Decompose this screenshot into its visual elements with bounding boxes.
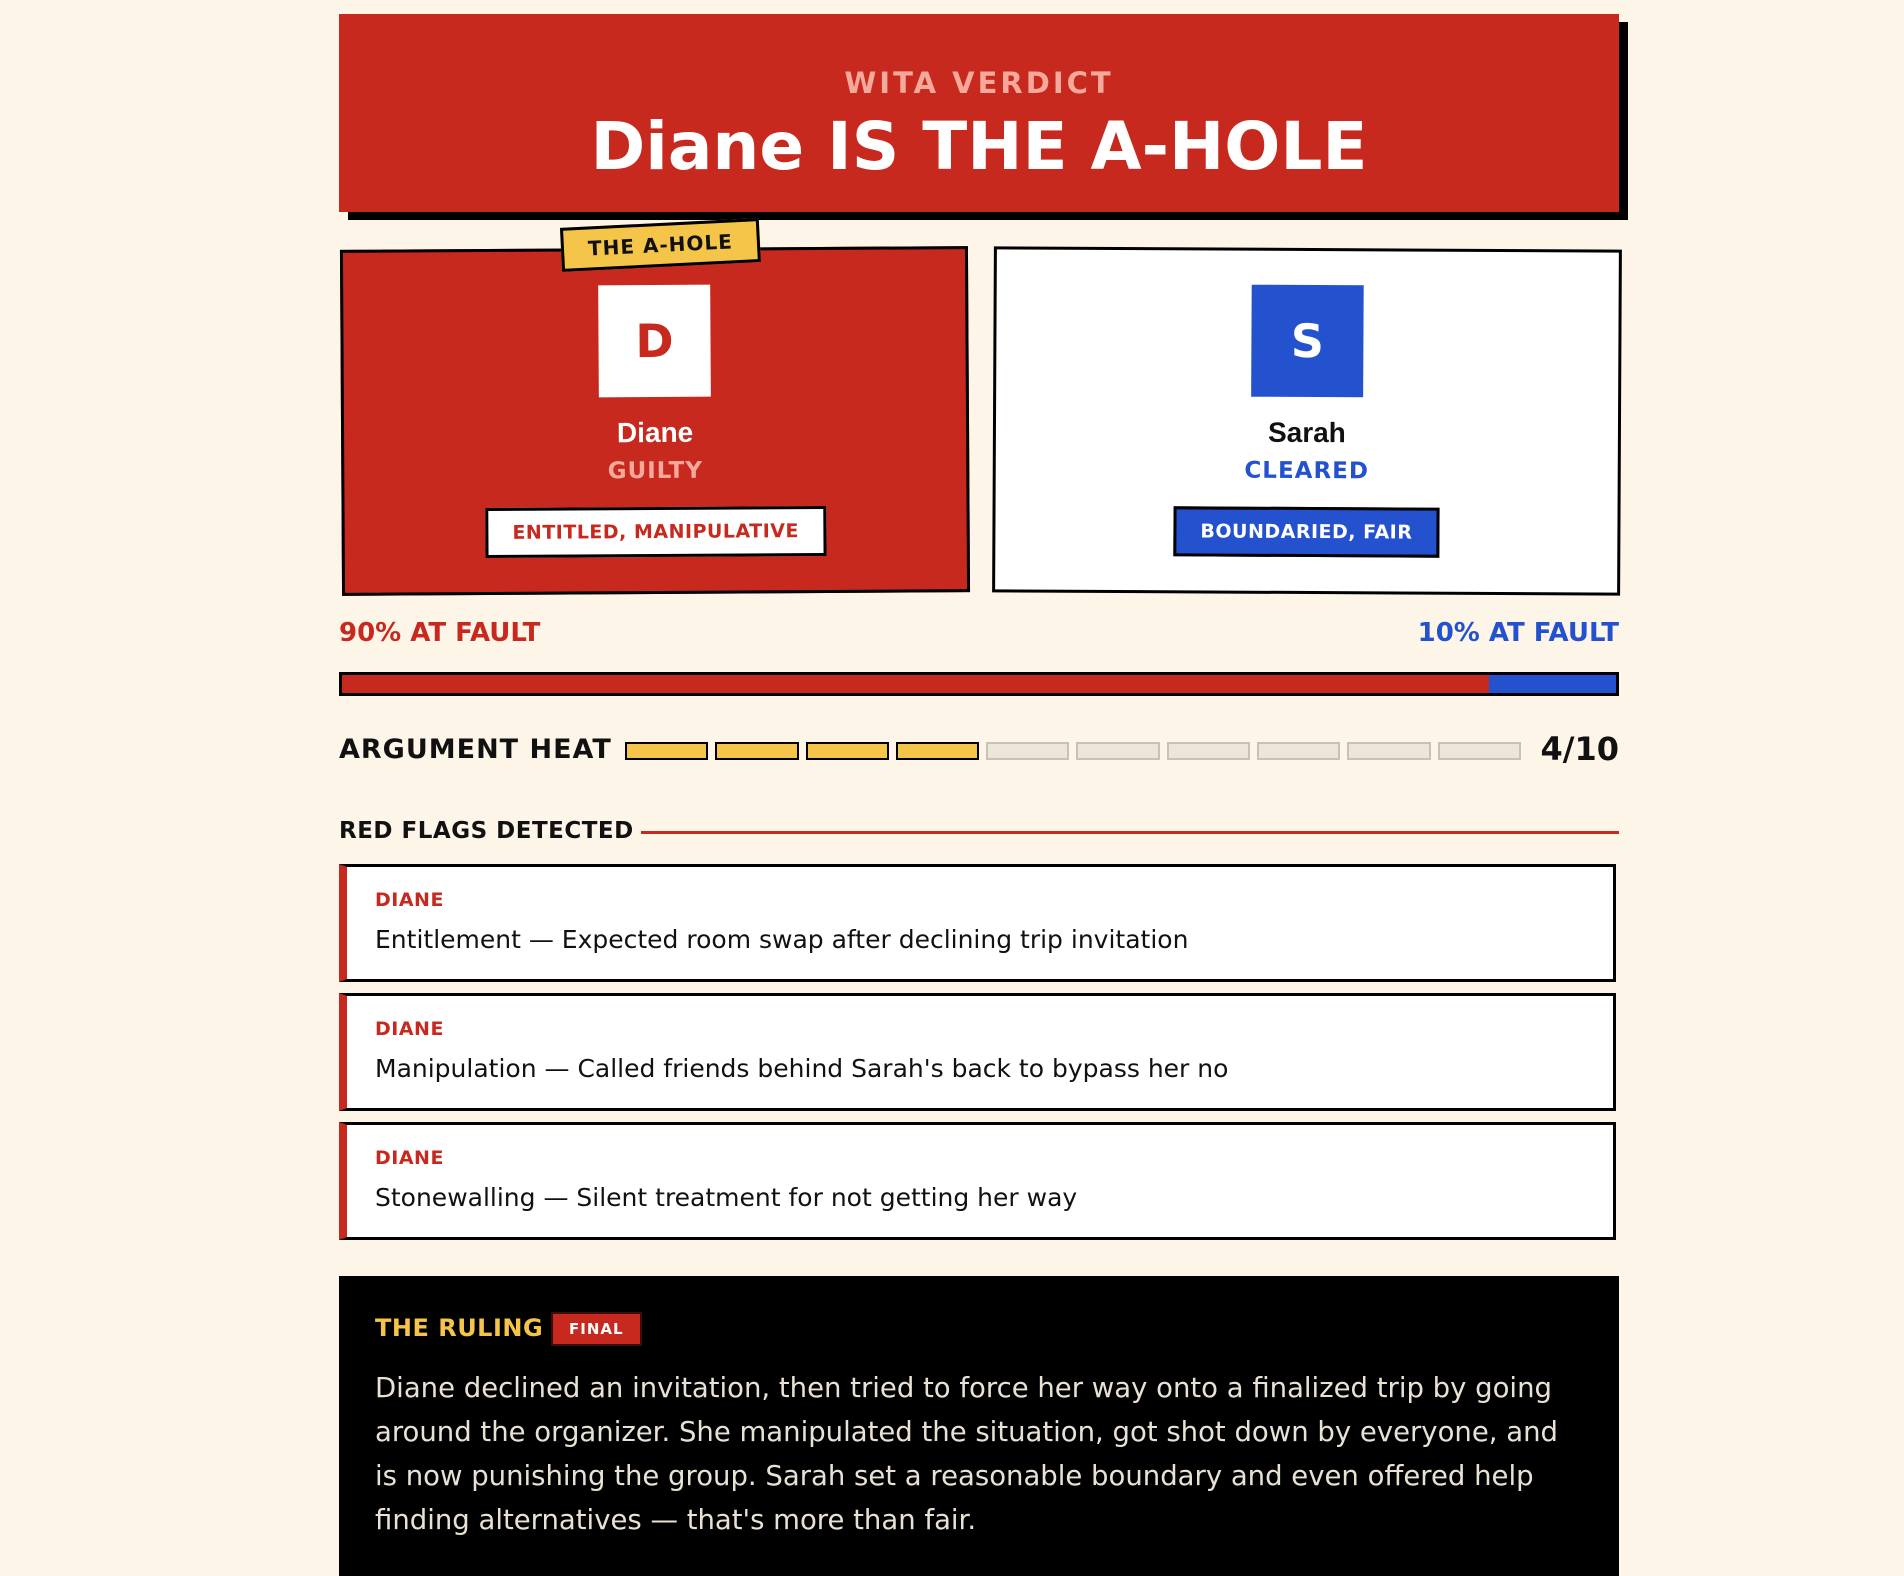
party-card-sarah bbox=[992, 246, 1622, 595]
heat-segment bbox=[806, 742, 889, 760]
a-hole-sticker: THE A-HOLE bbox=[560, 218, 761, 272]
heat-segment bbox=[896, 742, 979, 760]
red-flag-text: Entitlement — Expected room swap after declining trip invitation bbox=[375, 925, 1189, 954]
red-flag-item bbox=[339, 1122, 1616, 1240]
verdict-kicker: WITA VERDICT bbox=[844, 66, 1114, 100]
ruling-body: Diane declined an invitation, then tried to force her way onto a finalized trip by going around the organizer. She manipulated the situation, got shot down by everyone, and is now punishing the group. Sarah set a reasonable boundary and even offered help finding alternatives — that's more than fair. bbox=[375, 1372, 1558, 1536]
verdict-header bbox=[339, 14, 1619, 212]
heat-segment bbox=[1257, 742, 1340, 760]
fault-bar-fill-diane bbox=[342, 675, 1489, 693]
party-name-diane: Diane bbox=[616, 416, 694, 449]
heat-label: ARGUMENT HEAT bbox=[339, 734, 612, 765]
verdict-title: Diane IS THE A-HOLE bbox=[590, 108, 1368, 185]
red-flag-who: DIANE bbox=[375, 889, 444, 911]
avatar-sarah: S bbox=[1251, 285, 1364, 398]
red-flag-item bbox=[339, 864, 1616, 982]
red-flag-item bbox=[339, 993, 1616, 1111]
heat-segment bbox=[1347, 742, 1430, 760]
ruling-title: THE RULING bbox=[375, 1314, 544, 1342]
red-flag-who: DIANE bbox=[375, 1147, 444, 1169]
ruling-panel bbox=[339, 1276, 1619, 1576]
heat-score: 4/10 bbox=[1540, 730, 1619, 768]
party-traits-diane: ENTITLED, MANIPULATIVE bbox=[485, 506, 826, 558]
fault-label-diane: 90% AT FAULT bbox=[339, 618, 541, 648]
red-flag-who: DIANE bbox=[375, 1018, 444, 1040]
verdict-page bbox=[339, 0, 1619, 1576]
red-flags-divider bbox=[641, 831, 1619, 834]
heat-segment bbox=[1076, 742, 1159, 760]
party-name-sarah: Sarah bbox=[1267, 416, 1346, 449]
heat-segment bbox=[1438, 742, 1521, 760]
red-flags-title: RED FLAGS DETECTED bbox=[339, 818, 634, 844]
fault-bar bbox=[339, 672, 1619, 696]
red-flag-text: Manipulation — Called friends behind Sarah's back to bypass her no bbox=[375, 1054, 1229, 1083]
final-badge: FINAL bbox=[551, 1312, 642, 1346]
fault-label-sarah: 10% AT FAULT bbox=[1417, 618, 1619, 648]
party-card-diane bbox=[340, 229, 970, 596]
heat-segment bbox=[1167, 742, 1250, 760]
party-traits-sarah: BOUNDARIED, FAIR bbox=[1173, 506, 1439, 557]
heat-segment bbox=[715, 742, 798, 760]
avatar-diane: D bbox=[598, 285, 711, 398]
heat-meter bbox=[625, 742, 1521, 760]
heat-segment bbox=[986, 742, 1069, 760]
party-status-sarah: CLEARED bbox=[1244, 457, 1370, 485]
red-flag-text: Stonewalling — Silent treatment for not getting her way bbox=[375, 1183, 1078, 1212]
heat-segment bbox=[625, 742, 708, 760]
party-status-diane: GUILTY bbox=[607, 457, 704, 485]
